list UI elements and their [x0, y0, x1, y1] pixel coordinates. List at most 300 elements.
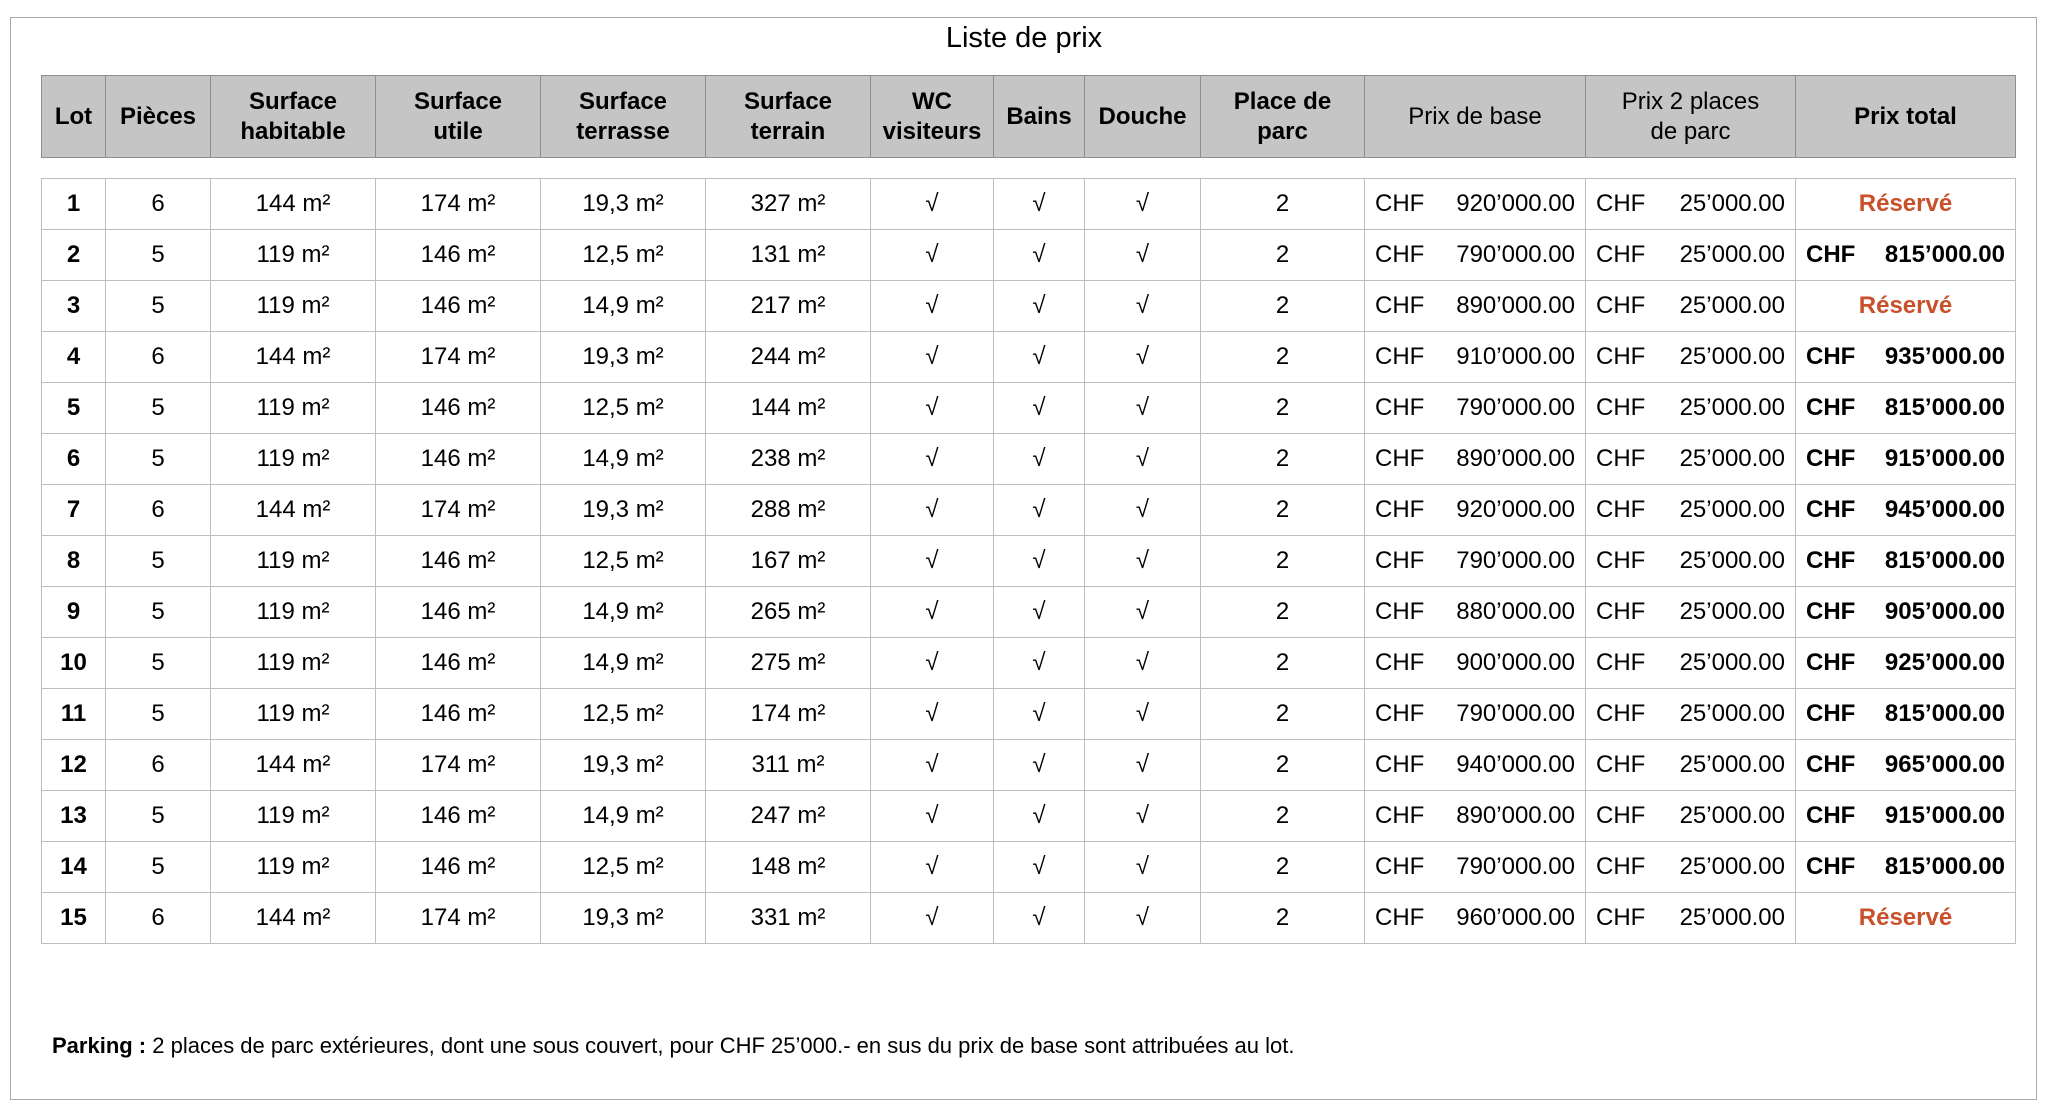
cell-prix-total	[1796, 485, 2016, 536]
currency-label: CHF	[1375, 751, 1425, 778]
cell-terrain: 174 m²	[706, 689, 871, 740]
cell-parc: 2	[1201, 587, 1365, 638]
column-header	[42, 76, 106, 158]
cell-lot: 1	[42, 179, 106, 230]
column-header	[106, 76, 211, 158]
cell-prix_base	[1365, 485, 1586, 536]
cell-douche: √	[1085, 434, 1201, 485]
cell-terrain: 288 m²	[706, 485, 871, 536]
currency-label: CHF	[1596, 496, 1646, 523]
parking-note-label: Parking :	[52, 1033, 147, 1058]
cell-prix_base	[1365, 536, 1586, 587]
cell-prix-total	[1796, 587, 2016, 638]
cell-terrain: 131 m²	[706, 230, 871, 281]
cell-terrain: 247 m²	[706, 791, 871, 842]
cell-terrasse: 19,3 m²	[541, 740, 706, 791]
cell-terrasse: 12,5 m²	[541, 689, 706, 740]
cell-bains: √	[994, 587, 1085, 638]
header-row	[42, 76, 2016, 158]
cell-prix_parc	[1586, 434, 1796, 485]
column-header	[994, 76, 1085, 158]
amount-value: 880’000.00	[1456, 598, 1575, 625]
currency-label: CHF	[1596, 649, 1646, 676]
currency-label: CHF	[1596, 802, 1646, 829]
cell-wc: √	[871, 281, 994, 332]
currency-label: CHF	[1596, 190, 1646, 217]
cell-habitable: 144 m²	[211, 485, 376, 536]
cell-parc: 2	[1201, 281, 1365, 332]
cell-utile: 146 m²	[376, 281, 541, 332]
cell-douche: √	[1085, 332, 1201, 383]
cell-douche: √	[1085, 179, 1201, 230]
amount-value: 25’000.00	[1679, 853, 1785, 880]
cell-douche: √	[1085, 485, 1201, 536]
currency-label: CHF	[1375, 496, 1425, 523]
currency-label: CHF	[1806, 598, 1856, 625]
amount-value: 25’000.00	[1679, 547, 1785, 574]
cell-habitable: 119 m²	[211, 842, 376, 893]
cell-parc: 2	[1201, 536, 1365, 587]
cell-bains: √	[994, 485, 1085, 536]
cell-pieces: 5	[106, 791, 211, 842]
table-row	[42, 434, 2016, 485]
cell-bains: √	[994, 791, 1085, 842]
cell-prix_base	[1365, 893, 1586, 944]
currency-label: CHF	[1375, 292, 1425, 319]
cell-prix_parc	[1586, 383, 1796, 434]
currency-label: CHF	[1596, 751, 1646, 778]
amount-value: 910’000.00	[1456, 343, 1575, 370]
cell-bains: √	[994, 842, 1085, 893]
cell-utile: 174 m²	[376, 893, 541, 944]
cell-utile: 174 m²	[376, 485, 541, 536]
cell-prix-total	[1796, 689, 2016, 740]
amount-value: 815’000.00	[1884, 853, 2005, 880]
column-header	[1586, 76, 1796, 158]
cell-douche: √	[1085, 536, 1201, 587]
column-header-line: Surface	[578, 87, 668, 115]
cell-prix_base	[1365, 791, 1586, 842]
table-row	[42, 281, 2016, 332]
cell-prix_base	[1365, 842, 1586, 893]
cell-prix_base	[1365, 587, 1586, 638]
column-header-line: Prix de base	[1408, 102, 1542, 130]
amount-value: 25’000.00	[1679, 598, 1785, 625]
amount-value: 935’000.00	[1884, 343, 2005, 370]
cell-parc: 2	[1201, 740, 1365, 791]
currency-label: CHF	[1806, 649, 1856, 676]
cell-lot: 14	[42, 842, 106, 893]
cell-terrain: 144 m²	[706, 383, 871, 434]
cell-douche: √	[1085, 791, 1201, 842]
currency-label: CHF	[1375, 445, 1425, 472]
cell-prix_parc	[1586, 536, 1796, 587]
currency-label: CHF	[1596, 547, 1646, 574]
cell-bains: √	[994, 179, 1085, 230]
column-header-line: Place de	[1233, 87, 1332, 115]
cell-douche: √	[1085, 638, 1201, 689]
cell-terrasse: 12,5 m²	[541, 536, 706, 587]
page-title: Liste de prix	[945, 22, 1103, 54]
amount-value: 25’000.00	[1679, 700, 1785, 727]
currency-label: CHF	[1596, 598, 1646, 625]
table-row	[42, 536, 2016, 587]
cell-pieces: 5	[106, 842, 211, 893]
currency-label: CHF	[1806, 496, 1856, 523]
cell-prix-total	[1796, 383, 2016, 434]
currency-label: CHF	[1806, 853, 1856, 880]
amount-value: 965’000.00	[1884, 751, 2005, 778]
parking-note	[52, 1033, 1294, 1059]
column-header	[706, 76, 871, 158]
column-header-line: Surface	[248, 87, 338, 115]
cell-lot: 13	[42, 791, 106, 842]
column-header-line: Prix total	[1854, 102, 1957, 130]
cell-utile: 146 m²	[376, 638, 541, 689]
cell-terrasse: 14,9 m²	[541, 587, 706, 638]
cell-prix_base	[1365, 638, 1586, 689]
cell-terrasse: 12,5 m²	[541, 383, 706, 434]
cell-bains: √	[994, 689, 1085, 740]
cell-prix_parc	[1586, 179, 1796, 230]
cell-parc: 2	[1201, 383, 1365, 434]
amount-value: 790’000.00	[1456, 853, 1575, 880]
currency-label: CHF	[1375, 904, 1425, 931]
cell-pieces: 6	[106, 893, 211, 944]
cell-status-reserved: Réservé	[1796, 281, 2016, 332]
table-row	[42, 893, 2016, 944]
column-header	[1201, 76, 1365, 158]
cell-prix_parc	[1586, 485, 1796, 536]
cell-prix_base	[1365, 332, 1586, 383]
price-table-header	[41, 75, 2016, 158]
cell-habitable: 144 m²	[211, 893, 376, 944]
cell-terrasse: 19,3 m²	[541, 893, 706, 944]
cell-habitable: 144 m²	[211, 179, 376, 230]
cell-wc: √	[871, 740, 994, 791]
cell-prix_parc	[1586, 587, 1796, 638]
cell-terrain: 275 m²	[706, 638, 871, 689]
cell-bains: √	[994, 893, 1085, 944]
cell-terrain: 265 m²	[706, 587, 871, 638]
cell-douche: √	[1085, 842, 1201, 893]
cell-prix_base	[1365, 230, 1586, 281]
cell-parc: 2	[1201, 689, 1365, 740]
cell-douche: √	[1085, 689, 1201, 740]
cell-habitable: 119 m²	[211, 230, 376, 281]
currency-label: CHF	[1596, 445, 1646, 472]
cell-terrasse: 14,9 m²	[541, 281, 706, 332]
cell-parc: 2	[1201, 230, 1365, 281]
cell-parc: 2	[1201, 791, 1365, 842]
column-header-line: Lot	[54, 102, 93, 130]
amount-value: 25’000.00	[1679, 394, 1785, 421]
amount-value: 25’000.00	[1679, 649, 1785, 676]
cell-prix_parc	[1586, 332, 1796, 383]
cell-pieces: 5	[106, 383, 211, 434]
cell-pieces: 6	[106, 332, 211, 383]
cell-habitable: 119 m²	[211, 281, 376, 332]
cell-bains: √	[994, 281, 1085, 332]
cell-utile: 146 m²	[376, 230, 541, 281]
cell-douche: √	[1085, 740, 1201, 791]
cell-utile: 146 m²	[376, 791, 541, 842]
cell-parc: 2	[1201, 179, 1365, 230]
cell-habitable: 119 m²	[211, 383, 376, 434]
cell-pieces: 5	[106, 689, 211, 740]
amount-value: 25’000.00	[1679, 496, 1785, 523]
column-header-line: parc	[1257, 117, 1308, 145]
cell-parc: 2	[1201, 332, 1365, 383]
amount-value: 890’000.00	[1456, 445, 1575, 472]
cell-prix-total	[1796, 434, 2016, 485]
cell-douche: √	[1085, 587, 1201, 638]
column-header-line: habitable	[240, 117, 346, 145]
cell-prix-total	[1796, 332, 2016, 383]
cell-wc: √	[871, 332, 994, 383]
cell-prix-total	[1796, 791, 2016, 842]
cell-utile: 146 m²	[376, 689, 541, 740]
currency-label: CHF	[1375, 547, 1425, 574]
currency-label: CHF	[1596, 904, 1646, 931]
amount-value: 790’000.00	[1456, 547, 1575, 574]
cell-terrasse: 14,9 m²	[541, 791, 706, 842]
amount-value: 920’000.00	[1456, 190, 1575, 217]
amount-value: 790’000.00	[1456, 394, 1575, 421]
cell-lot: 2	[42, 230, 106, 281]
cell-bains: √	[994, 383, 1085, 434]
cell-wc: √	[871, 791, 994, 842]
currency-label: CHF	[1375, 802, 1425, 829]
cell-bains: √	[994, 434, 1085, 485]
cell-prix-total	[1796, 638, 2016, 689]
cell-lot: 10	[42, 638, 106, 689]
amount-value: 25’000.00	[1679, 343, 1785, 370]
cell-prix_parc	[1586, 740, 1796, 791]
amount-value: 815’000.00	[1884, 241, 2005, 268]
cell-wc: √	[871, 485, 994, 536]
cell-wc: √	[871, 842, 994, 893]
cell-terrain: 244 m²	[706, 332, 871, 383]
amount-value: 25’000.00	[1679, 190, 1785, 217]
cell-prix_parc	[1586, 842, 1796, 893]
amount-value: 960’000.00	[1456, 904, 1575, 931]
currency-label: CHF	[1375, 700, 1425, 727]
cell-terrain: 167 m²	[706, 536, 871, 587]
table-row	[42, 485, 2016, 536]
cell-lot: 11	[42, 689, 106, 740]
cell-parc: 2	[1201, 893, 1365, 944]
cell-pieces: 6	[106, 485, 211, 536]
amount-value: 815’000.00	[1884, 700, 2005, 727]
column-header-line: terrasse	[576, 117, 670, 145]
cell-wc: √	[871, 587, 994, 638]
cell-prix-total	[1796, 740, 2016, 791]
currency-label: CHF	[1806, 241, 1856, 268]
cell-prix_parc	[1586, 230, 1796, 281]
price-table	[41, 178, 2016, 944]
cell-pieces: 5	[106, 536, 211, 587]
cell-douche: √	[1085, 893, 1201, 944]
cell-habitable: 119 m²	[211, 689, 376, 740]
cell-terrain: 311 m²	[706, 740, 871, 791]
currency-label: CHF	[1596, 853, 1646, 880]
currency-label: CHF	[1806, 394, 1856, 421]
column-header	[1365, 76, 1586, 158]
cell-pieces: 5	[106, 638, 211, 689]
cell-wc: √	[871, 434, 994, 485]
cell-wc: √	[871, 536, 994, 587]
currency-label: CHF	[1375, 598, 1425, 625]
table-row	[42, 230, 2016, 281]
amount-value: 945’000.00	[1884, 496, 2005, 523]
cell-utile: 146 m²	[376, 383, 541, 434]
currency-label: CHF	[1375, 649, 1425, 676]
cell-prix-total	[1796, 230, 2016, 281]
amount-value: 25’000.00	[1679, 904, 1785, 931]
column-header	[541, 76, 706, 158]
cell-lot: 12	[42, 740, 106, 791]
cell-terrasse: 14,9 m²	[541, 434, 706, 485]
cell-terrain: 238 m²	[706, 434, 871, 485]
cell-parc: 2	[1201, 434, 1365, 485]
amount-value: 25’000.00	[1679, 241, 1785, 268]
cell-wc: √	[871, 638, 994, 689]
cell-pieces: 6	[106, 740, 211, 791]
cell-douche: √	[1085, 230, 1201, 281]
cell-terrasse: 19,3 m²	[541, 485, 706, 536]
column-header-line: Surface	[413, 87, 503, 115]
amount-value: 815’000.00	[1884, 547, 2005, 574]
cell-pieces: 5	[106, 281, 211, 332]
cell-prix_base	[1365, 740, 1586, 791]
amount-value: 815’000.00	[1884, 394, 2005, 421]
cell-lot: 6	[42, 434, 106, 485]
cell-wc: √	[871, 689, 994, 740]
amount-value: 890’000.00	[1456, 292, 1575, 319]
cell-lot: 8	[42, 536, 106, 587]
table-row	[42, 587, 2016, 638]
currency-label: CHF	[1806, 445, 1856, 472]
currency-label: CHF	[1806, 751, 1856, 778]
cell-habitable: 144 m²	[211, 332, 376, 383]
cell-douche: √	[1085, 281, 1201, 332]
cell-terrasse: 12,5 m²	[541, 230, 706, 281]
cell-utile: 146 m²	[376, 587, 541, 638]
cell-parc: 2	[1201, 842, 1365, 893]
cell-status-reserved: Réservé	[1796, 893, 2016, 944]
column-header-line: WC	[912, 87, 952, 115]
currency-label: CHF	[1806, 343, 1856, 370]
cell-bains: √	[994, 638, 1085, 689]
currency-label: CHF	[1806, 802, 1856, 829]
column-header-line: Prix 2 places	[1621, 87, 1760, 115]
table-row	[42, 842, 2016, 893]
amount-value: 25’000.00	[1679, 292, 1785, 319]
cell-lot: 4	[42, 332, 106, 383]
cell-utile: 174 m²	[376, 740, 541, 791]
column-header	[1796, 76, 2016, 158]
column-header	[376, 76, 541, 158]
cell-pieces: 6	[106, 179, 211, 230]
cell-pieces: 5	[106, 587, 211, 638]
cell-habitable: 144 m²	[211, 740, 376, 791]
cell-prix_parc	[1586, 791, 1796, 842]
column-header	[211, 76, 376, 158]
cell-utile: 146 m²	[376, 536, 541, 587]
column-header-line: utile	[433, 117, 483, 145]
column-header	[871, 76, 994, 158]
amount-value: 900’000.00	[1456, 649, 1575, 676]
table-row	[42, 179, 2016, 230]
amount-value: 790’000.00	[1456, 700, 1575, 727]
cell-lot: 3	[42, 281, 106, 332]
table-row	[42, 689, 2016, 740]
cell-habitable: 119 m²	[211, 536, 376, 587]
amount-value: 940’000.00	[1456, 751, 1575, 778]
amount-value: 915’000.00	[1884, 445, 2005, 472]
amount-value: 25’000.00	[1679, 751, 1785, 778]
amount-value: 905’000.00	[1884, 598, 2005, 625]
cell-habitable: 119 m²	[211, 638, 376, 689]
amount-value: 920’000.00	[1456, 496, 1575, 523]
cell-lot: 5	[42, 383, 106, 434]
cell-prix_base	[1365, 689, 1586, 740]
currency-label: CHF	[1375, 190, 1425, 217]
cell-habitable: 119 m²	[211, 434, 376, 485]
column-header-line: Surface	[743, 87, 833, 115]
table-row	[42, 638, 2016, 689]
column-header-line: visiteurs	[882, 117, 982, 145]
amount-value: 790’000.00	[1456, 241, 1575, 268]
cell-utile: 146 m²	[376, 434, 541, 485]
cell-parc: 2	[1201, 485, 1365, 536]
cell-terrasse: 14,9 m²	[541, 638, 706, 689]
cell-terrain: 217 m²	[706, 281, 871, 332]
cell-terrain: 148 m²	[706, 842, 871, 893]
cell-bains: √	[994, 230, 1085, 281]
table-row	[42, 383, 2016, 434]
cell-parc: 2	[1201, 638, 1365, 689]
cell-terrasse: 19,3 m²	[541, 332, 706, 383]
cell-utile: 174 m²	[376, 332, 541, 383]
cell-prix_parc	[1586, 281, 1796, 332]
currency-label: CHF	[1806, 700, 1856, 727]
currency-label: CHF	[1375, 394, 1425, 421]
cell-prix_parc	[1586, 638, 1796, 689]
cell-prix_base	[1365, 179, 1586, 230]
cell-lot: 7	[42, 485, 106, 536]
cell-prix_base	[1365, 383, 1586, 434]
cell-lot: 15	[42, 893, 106, 944]
currency-label: CHF	[1806, 547, 1856, 574]
cell-wc: √	[871, 893, 994, 944]
currency-label: CHF	[1375, 343, 1425, 370]
cell-prix_base	[1365, 281, 1586, 332]
cell-pieces: 5	[106, 434, 211, 485]
amount-value: 925’000.00	[1884, 649, 2005, 676]
table-row	[42, 740, 2016, 791]
amount-value: 890’000.00	[1456, 802, 1575, 829]
cell-wc: √	[871, 230, 994, 281]
column-header-line: de parc	[1650, 117, 1731, 145]
cell-terrasse: 19,3 m²	[541, 179, 706, 230]
parking-note-text: 2 places de parc extérieures, dont une sous couvert, pour CHF 25’000.- en sus du prix de base sont attribuées au lot.	[146, 1033, 1295, 1058]
cell-status-reserved: Réservé	[1796, 179, 2016, 230]
amount-value: 915’000.00	[1884, 802, 2005, 829]
column-header-line: Douche	[1098, 102, 1187, 130]
cell-wc: √	[871, 383, 994, 434]
